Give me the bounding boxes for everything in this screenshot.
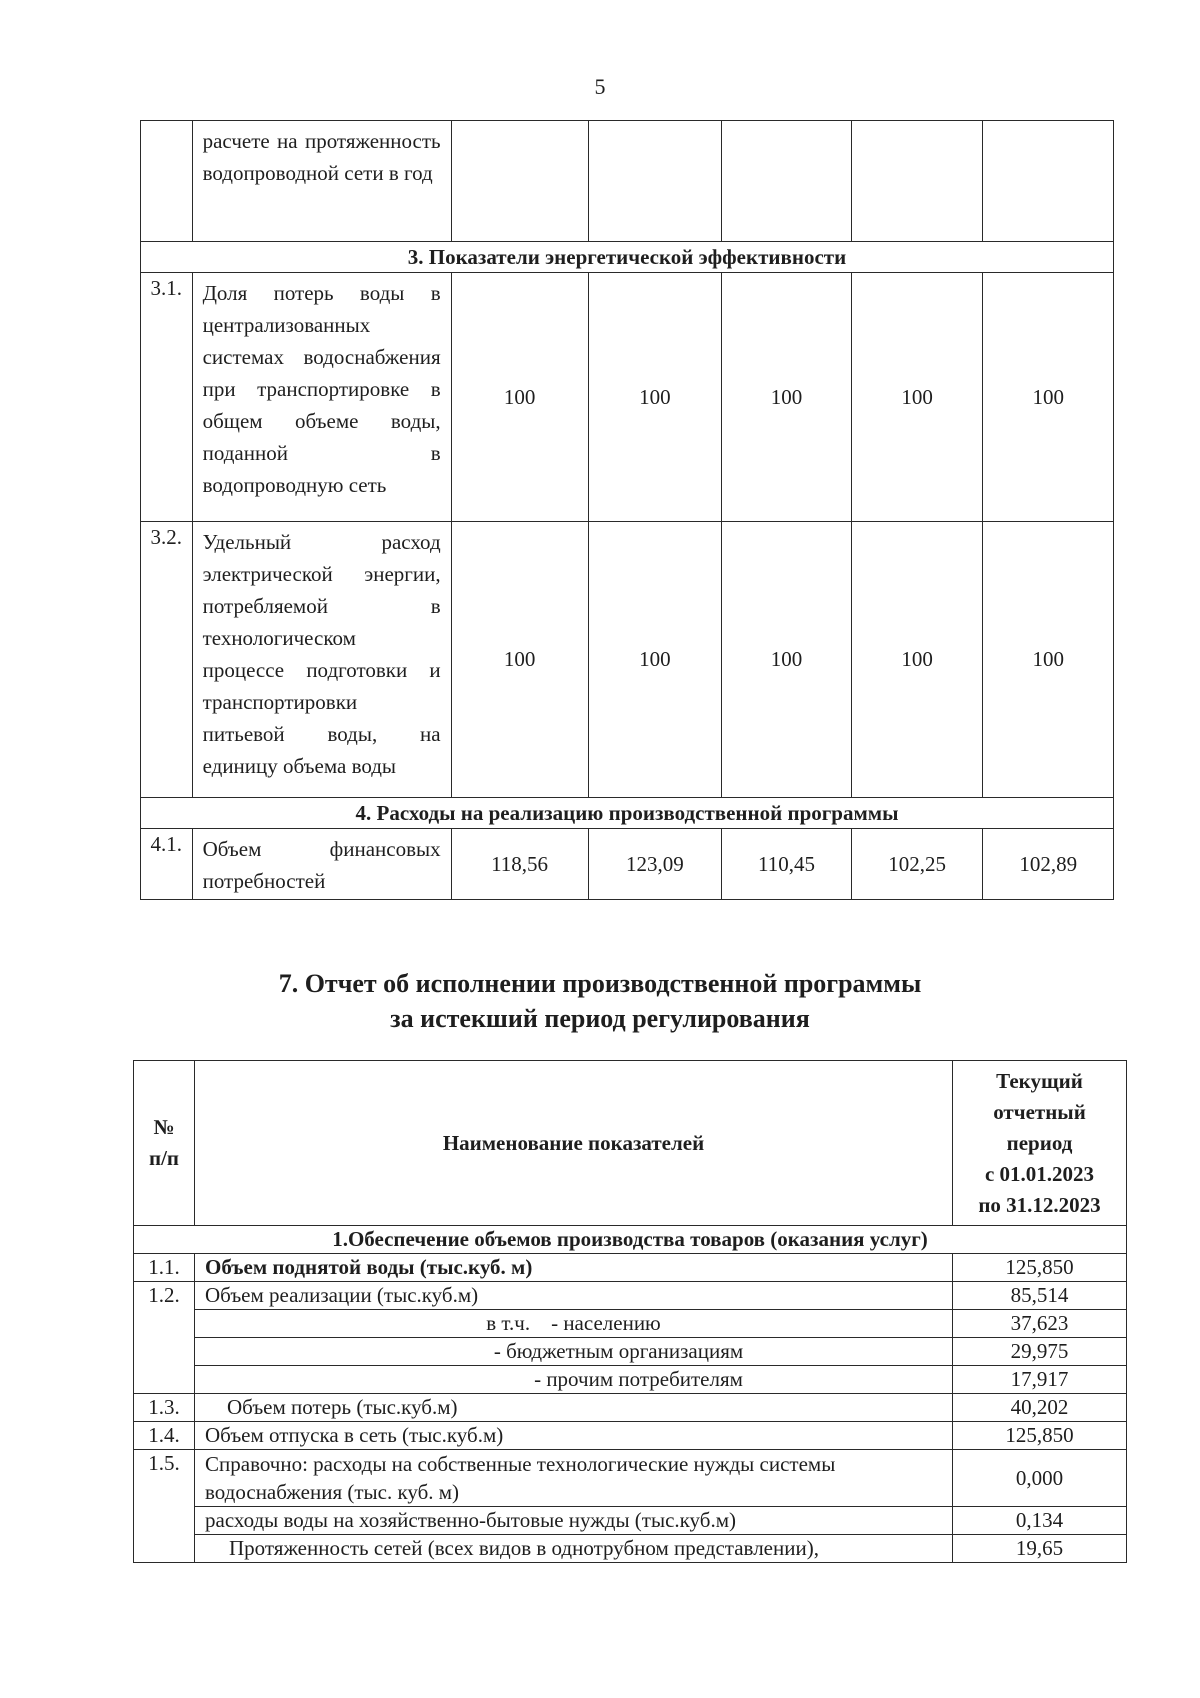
indicator-name: расходы воды на хозяйственно-бытовые нужды (тыс.куб.м) xyxy=(195,1507,953,1535)
table-row xyxy=(141,273,1114,522)
heading-line-1: 7. Отчет об исполнении производственной программы xyxy=(278,969,922,998)
row-number xyxy=(141,121,193,242)
value-cell: 0,000 xyxy=(953,1450,1127,1507)
indicator-name: - бюджетным организациям xyxy=(195,1338,953,1366)
table-row xyxy=(141,522,1114,798)
value-cell: 40,202 xyxy=(953,1394,1127,1422)
row-number xyxy=(134,1310,195,1338)
table-row xyxy=(134,1450,1127,1507)
value-cell: 100 xyxy=(851,273,983,522)
value-cell: 100 xyxy=(588,522,722,798)
section-heading xyxy=(0,966,1200,1036)
section-title: 1.Обеспечение объемов производства товаров (оказания услуг) xyxy=(134,1226,1127,1254)
value-cell: 100 xyxy=(851,522,983,798)
table-row xyxy=(141,829,1114,900)
table-row xyxy=(134,1338,1127,1366)
column-header-name: Наименование показателей xyxy=(195,1061,953,1226)
row-number xyxy=(134,1338,195,1366)
section-header-row xyxy=(134,1226,1127,1254)
table-row xyxy=(134,1254,1127,1282)
page-number: 5 xyxy=(594,74,606,99)
table-row xyxy=(134,1394,1127,1422)
row-number: 3.2. xyxy=(141,522,193,798)
section-title: 3. Показатели энергетической эффективности xyxy=(141,242,1114,273)
table-row xyxy=(134,1282,1127,1310)
row-number: 1.3. xyxy=(134,1394,195,1422)
row-number: 1.5. xyxy=(134,1450,195,1507)
value-cell: 100 xyxy=(451,522,588,798)
indicators-table xyxy=(140,120,1114,900)
value-cell: 37,623 xyxy=(953,1310,1127,1338)
table-row xyxy=(134,1310,1127,1338)
value-cell: 123,09 xyxy=(588,829,722,900)
report-table xyxy=(133,1060,1127,1563)
value-cell: 125,850 xyxy=(953,1254,1127,1282)
table-row xyxy=(134,1535,1127,1563)
row-number: 1.4. xyxy=(134,1422,195,1450)
indicator-name: Объем финансовых потребностей xyxy=(192,829,451,900)
value-cell: 85,514 xyxy=(953,1282,1127,1310)
row-number: 1.2. xyxy=(134,1282,195,1310)
row-number xyxy=(134,1535,195,1563)
column-header-number: № п/п xyxy=(134,1061,195,1226)
value-cell: 100 xyxy=(588,273,722,522)
heading-line-2: за истекший период регулирования xyxy=(390,1004,810,1033)
indicator-name: Объем реализации (тыс.куб.м) xyxy=(195,1282,953,1310)
section-header-row xyxy=(141,242,1114,273)
row-number xyxy=(134,1507,195,1535)
indicator-name: Объем отпуска в сеть (тыс.куб.м) xyxy=(195,1422,953,1450)
value-cell: 102,25 xyxy=(851,829,983,900)
value-cell: 19,65 xyxy=(953,1535,1127,1563)
indicator-name: Объем потерь (тыс.куб.м) xyxy=(195,1394,953,1422)
indicator-name: Протяженность сетей (всех видов в однотрубном представлении), xyxy=(195,1535,953,1563)
value-cell: 100 xyxy=(983,273,1114,522)
value-cell: 100 xyxy=(451,273,588,522)
indicator-name: - прочим потребителям xyxy=(195,1366,953,1394)
section-title: 4. Расходы на реализацию производственной программы xyxy=(141,798,1114,829)
value-cell: 29,975 xyxy=(953,1338,1127,1366)
row-number: 4.1. xyxy=(141,829,193,900)
header-row xyxy=(134,1061,1127,1226)
table-row xyxy=(134,1422,1127,1450)
value-cell: 125,850 xyxy=(953,1422,1127,1450)
indicator-name: Объем поднятой воды (тыс.куб. м) xyxy=(195,1254,953,1282)
section-header-row xyxy=(141,798,1114,829)
value-cell: 100 xyxy=(722,273,852,522)
table-row xyxy=(134,1366,1127,1394)
value-cell: 17,917 xyxy=(953,1366,1127,1394)
value-cell: 102,89 xyxy=(983,829,1114,900)
value-cell: 118,56 xyxy=(451,829,588,900)
indicator-name: расчете на протяженность водопроводной сети в год xyxy=(192,121,451,242)
row-number xyxy=(134,1366,195,1394)
indicator-name: Удельный расход электрической энергии, потребляемой в технологическом процессе подготовки и транспортировки питьевой воды, на единицу объема воды xyxy=(192,522,451,798)
indicator-name: Справочно: расходы на собственные технологические нужды системы водоснабжения (тыс. куб. м) xyxy=(195,1450,953,1507)
column-header-period: Текущий отчетный период с 01.01.2023 по 31.12.2023 xyxy=(953,1061,1127,1226)
value-cell: 110,45 xyxy=(722,829,852,900)
value-cell: 0,134 xyxy=(953,1507,1127,1535)
table-row xyxy=(134,1507,1127,1535)
value-cell: 100 xyxy=(983,522,1114,798)
row-number: 3.1. xyxy=(141,273,193,522)
table-row xyxy=(141,121,1114,242)
indicator-name: Доля потерь воды в централизованных системах водоснабжения при транспортировке в общем объеме воды, поданной в водопроводную сеть xyxy=(192,273,451,522)
value-cell: 100 xyxy=(722,522,852,798)
indicator-name: в т.ч. - населению xyxy=(195,1310,953,1338)
row-number: 1.1. xyxy=(134,1254,195,1282)
